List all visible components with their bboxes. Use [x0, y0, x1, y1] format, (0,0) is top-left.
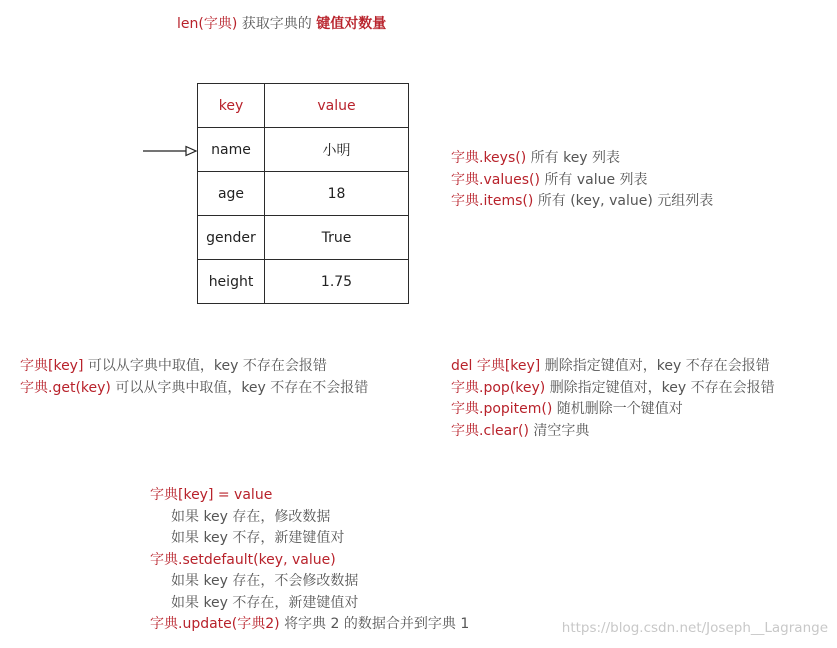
delete-code: del 字典[key]	[451, 358, 541, 374]
row-value: 小明	[265, 128, 409, 172]
assign-note: 如果 key 不存，新建键值对	[171, 530, 345, 546]
update-desc: 将字典 2 的数据合并到字典 1	[284, 616, 470, 632]
dict-table	[197, 83, 409, 304]
delete-line	[451, 421, 775, 443]
update-notes	[150, 485, 469, 636]
row-pointer-arrow	[142, 144, 198, 158]
diagram-title	[177, 13, 386, 33]
update-line	[150, 614, 469, 636]
delete-code: 字典.pop(key)	[451, 379, 546, 396]
assign-note: 如果 key 存在，修改数据	[171, 508, 331, 525]
getter-line	[20, 356, 368, 378]
delete-desc: 随机删除一个键值对	[556, 401, 683, 417]
assign-code: 字典[key] = value	[150, 487, 273, 503]
table-row	[198, 172, 409, 216]
getter-line	[20, 378, 368, 400]
view-code: 字典.keys()	[451, 150, 527, 166]
delete-desc: 删除指定键值对，key 不存在会报错	[549, 379, 775, 396]
table-row	[198, 260, 409, 304]
view-line	[451, 170, 713, 192]
view-code: 字典.values()	[451, 171, 540, 188]
getter-desc: 可以从字典中取值，key 不存在会报错	[87, 358, 327, 374]
getter-desc: 可以从字典中取值，key 不存在不会报错	[115, 379, 369, 396]
title-desc: 获取字典的	[241, 16, 312, 32]
title-func: len(字典)	[177, 16, 238, 32]
delete-line	[451, 378, 775, 400]
watermark-url: https://blog.csdn.net/Joseph__Lagrange	[561, 620, 828, 636]
row-value: 1.75	[265, 260, 409, 304]
row-key: height	[198, 260, 265, 304]
getter-code: 字典.get(key)	[20, 379, 111, 396]
delete-line	[451, 399, 775, 421]
title-highlight: 键值对数量	[316, 16, 387, 32]
update-code: 字典.update(字典2)	[150, 616, 280, 632]
views-notes	[451, 148, 713, 213]
getter-code: 字典[key]	[20, 358, 84, 374]
view-desc: 所有 (key, value) 元组列表	[537, 193, 714, 209]
table-row	[198, 216, 409, 260]
delete-line	[451, 356, 775, 378]
row-key: gender	[198, 216, 265, 260]
view-line	[451, 191, 713, 213]
setdefault-note: 如果 key 存在，不会修改数据	[171, 573, 359, 589]
header-value: value	[265, 84, 409, 128]
setdefault-code: 字典.setdefault(key, value)	[150, 551, 336, 568]
delete-code: 字典.popitem()	[451, 401, 553, 417]
header-key: key	[198, 84, 265, 128]
delete-desc: 删除指定键值对，key 不存在会报错	[544, 358, 770, 374]
delete-code: 字典.clear()	[451, 422, 529, 439]
view-desc: 所有 key 列表	[530, 150, 621, 166]
delete-desc: 清空字典	[533, 422, 590, 439]
table-row	[198, 128, 409, 172]
view-code: 字典.items()	[451, 193, 534, 209]
row-value: True	[265, 216, 409, 260]
view-desc: 所有 value 列表	[544, 171, 648, 188]
row-value: 18	[265, 172, 409, 216]
row-key: age	[198, 172, 265, 216]
getter-notes	[20, 356, 368, 399]
table-header-row	[198, 84, 409, 128]
delete-notes	[451, 356, 775, 442]
row-key: name	[198, 128, 265, 172]
setdefault-note: 如果 key 不存在，新建键值对	[171, 594, 359, 611]
view-line	[451, 148, 713, 170]
